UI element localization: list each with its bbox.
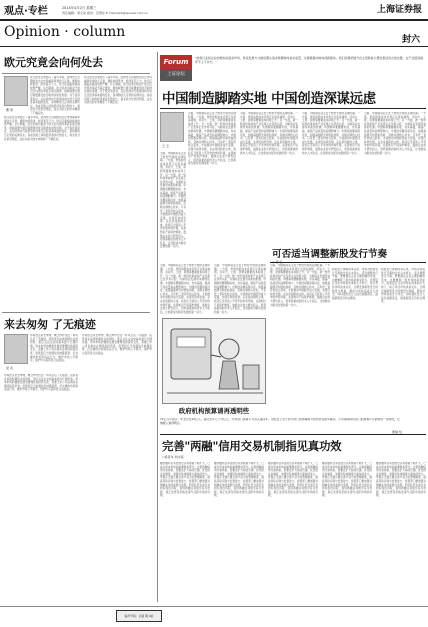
bottom-section-rule <box>160 434 426 435</box>
section-divider <box>2 312 150 313</box>
section-en: Opinion · column <box>4 24 126 40</box>
paper-name: 上海证券报 <box>376 5 422 15</box>
article-margin-col4: 融资融券业务自推出以来规模不断扩大，已成为资本市场的重要组成部分。完善两融信用交易机制，需要在扩大标的范围、优化保证金制度、加强风险控制等方面持续发力。券商应当建立健全客户适当性管理制度，提高风险识别与处置能力；监管部门要加强对两融业务的监测与监管，防范杠杆交易引发的系统性风险，促进两融业务规范有序发展，真正发挥其价格发现与活跃市场的功效。 <box>322 462 372 498</box>
masthead-rule-bottom <box>0 46 428 47</box>
cartoon-illustration <box>162 318 266 404</box>
author-photo <box>4 334 28 364</box>
author-photo <box>160 112 184 142</box>
article-margin-col5: 融资融券业务自推出以来规模不断扩大，已成为资本市场的重要组成部分。完善两融信用交易机制，需要在扩大标的范围、优化保证金制度、加强风险控制等方面持续发力。券商应当建立健全客户适当性管理制度，提高风险识别与处置能力；监管部门要加强对两融业务的监测与监管，防范杠杆交易引发的系统性风险，促进两融业务规范有序发展，真正发挥其价格发现与活跃市场的功效。 <box>376 462 426 498</box>
masthead-meta-1: 2014年4月2日 星期三 <box>62 6 97 10</box>
article-ipo-col2: 新股发行体制改革以来，市场对新股发行节奏的讨论从未停止。适当调整发行节奏，既要满足企业合理的融资需求，也要兼顾二级市场的承受能力。监管层应当在市场化改革的大方向下，综合考虑市场供求关系，合理安排新股发行的数量与规模，避免对市场造成过大冲击，同时强化发行人信息披露责任，提高新股定价的合理性。 <box>381 268 425 304</box>
article-euro <box>2 50 154 305</box>
title-rule <box>2 73 150 74</box>
article-ipo-author: ○ 徐 云 <box>272 260 283 264</box>
masthead-rule-top <box>0 19 428 21</box>
author-name: 吴 兆 <box>6 366 13 370</box>
article-laiqu <box>2 312 154 612</box>
footer-text: 编号号码：总第 期 1版 <box>124 614 154 618</box>
article-body-col2: 欧元诞生以来经历了诸多考验，欧洲央行近期的表态让市场重新审视欧元走势。通胀持续低迷、经济复苏乏力，欧元区面临的挑战依然严峻。从长期看，欧元的命运取决于欧元区内部改革能否真正推进，财政联盟与银行联盟建设能否取得实质性进展。对于投资者而言，关注欧洲央行政策动向与欧元区经济基本面的变化，是判断欧元走势的关键所在。各成员国之间的经济差异仍然较大，南北欧分化依旧明显，这也为欧元的未来增添了不确定性。 <box>84 76 152 105</box>
author-name: 王 玉 <box>162 144 169 148</box>
main-body-col4: 当前，中国制造业正处于转型升级的关键时期。一方面，传统的低成本优势正在逐步减弱，劳动力、土地、资源等要素成本持续上升；另一方面，新一轮科技革命和产业变革正在孕育兴起，为制造业发展带来新的机遇。中国制造要脚踏实地，夯实基础，提高产品质量和品牌影响力；中国创造要深谋远虑，加强基础研究和原始创新，突破关键核心技术。只有把二者有机结合起来，才能推动中国经济由大变强，实现可持续发展。企业是创新的主体，政府应当营造公平竞争的市场环境，完善知识产权保护制度，鼓励企业加大研发投入，培养高素质的技术人才队伍，让创新成为驱动发展的第一动力。 <box>364 112 426 155</box>
cartoon-caption: 72亿元小孩头一年支出近12亿元，超过去年七十多亿元，中央部门预算公开进入第四年，但社会上对于部分部门的预算细节依然存在诸多疑问，公众期待政府部门的预算公开能够进一步细化，让纳税人看得明白。 <box>160 418 400 425</box>
main-body-cont: 当前，中国制造业正处于转型升级的关键时期。一方面，传统的低成本优势正在逐步减弱，劳动力、土地、资源等要素成本持续上升；另一方面，新一轮科技革命和产业变革正在孕育兴起，为制造业发展带来新的机遇。中国制造要脚踏实地，夯实基础，提高产品质量和品牌影响力；中国创造要深谋远虑，加强基础研究和原始创新，突破关键核心技术。只有把二者有机结合起来，才能推动中国经济由大变强，实现可持续发展。企业是创新的主体，政府应当营造公平竞争的市场环境，完善知识产权保护制度，鼓励企业加大研发投入，培养高素质的技术人才队伍，让创新成为驱动发展的第一动力。 <box>270 264 330 307</box>
article-body-col2: 市场热点来去匆匆，概念炒作往往一阵风过后了无痕迹。投资者在追逐短期热点的同时，更应关注企业的基本面与长期价值。资本市场的健康发展需要理性的投资文化，需要上市公司以真实业绩回报投资者。监管层应当加强信息披露监管，打击操纵市场等违法行为，维护市场公平秩序，保护中小投资者合法权益。 <box>82 334 152 355</box>
masthead-meta-2: 责任编辑：周文彦 视觉：张慧东 E-mail:plzz@ssnews.com.cn <box>62 11 148 15</box>
footer-rule <box>0 606 428 607</box>
forum-lead-text: "检验行业和企业的根本标准是市场，转变发展方式就是要从追求规模转向追求质量，从要素驱动转向创新驱动。我们需要把提升自主创新能力摆在更加突出的位置，在产业链高端环节上下功夫。" <box>195 56 423 64</box>
author-name: 曹 形 <box>6 108 13 112</box>
article-ipo-title: 可否适当调整新股发行节奏 <box>272 249 388 260</box>
article-title: 来去匆匆 了无痕迹 <box>4 318 96 331</box>
title-rule <box>270 262 426 263</box>
headline-rule <box>160 108 426 109</box>
cartoon-side-text-2: 当前，中国制造业正处于转型升级的关键时期。一方面，传统的低成本优势正在逐步减弱，劳动力、土地、资源等要素成本持续上升；另一方面，新一轮科技革命和产业变革正在孕育兴起，为制造业发展带来新的机遇。中国制造要脚踏实地，夯实基础，提高产品质量和品牌影响力；中国创造要深谋远虑，加强基础研究和原始创新，突破关键核心技术。只有把二者有机结合起来，才能推动中国经济由大变强，实现可持续发展。企业是创新的主体，政府应当营造公平竞争的市场环境，完善知识产权保护制度，鼓励企业加大研发投入，培养高素质的技术人才队伍，让创新成为驱动发展的第一动力。 <box>214 264 266 314</box>
cartoon-drawing <box>163 319 266 404</box>
footer-box <box>116 610 162 622</box>
article-body-col1: 欧元诞生以来经历了诸多考验，欧洲央行近期的表态让市场重新审视欧元走势。通胀持续低迷、经济复苏乏力，欧元区面临的挑战依然严峻。从长期看，欧元的命运取决于欧元区内部改革能否真正推进，财政联盟与银行联盟建设能否取得实质性进展。对于投资者而言，关注欧洲央行政策动向与欧元区经济基本面的变化，是判断欧元走势的关键所在。各成员国之间的经济差异仍然较大，南北欧分化依旧明显，这也为欧元的未来增添了不确定性。 <box>30 76 80 115</box>
article-title: 欧元究竟会向何处去 <box>4 56 103 69</box>
column-separator <box>157 52 158 602</box>
main-article <box>160 112 426 262</box>
page-number: 封六 <box>401 35 420 45</box>
article-margin-title: 完善"两融"信用交易机制指见真功效 <box>162 439 342 453</box>
article-ipo-col1: 新股发行体制改革以来，市场对新股发行节奏的讨论从未停止。适当调整发行节奏，既要满足企业合理的融资需求，也要兼顾二级市场的承受能力。监管层应当在市场化改革的大方向下，综合考虑市场供求关系，合理安排新股发行的数量与规模，避免对市场造成过大冲击，同时强化发行人信息披露责任，提高新股定价的合理性。 <box>332 268 378 300</box>
forum-label: Forum <box>160 55 192 69</box>
cartoon-credit: 曹楠 绘 <box>392 430 402 434</box>
cartoon-title-bar <box>162 406 266 416</box>
masthead <box>0 0 428 56</box>
article-margin-author: ○杨晋华 刘水燕 <box>162 455 184 459</box>
main-body-col2: 当前，中国制造业正处于转型升级的关键时期。一方面，传统的低成本优势正在逐步减弱，劳动力、土地、资源等要素成本持续上升；另一方面，新一轮科技革命和产业变革正在孕育兴起，为制造业发展带来新的机遇。中国制造要脚踏实地，夯实基础，提高产品质量和品牌影响力；中国创造要深谋远虑，加强基础研究和原始创新，突破关键核心技术。只有把二者有机结合起来，才能推动中国经济由大变强，实现可持续发展。企业是创新的主体，政府应当营造公平竞争的市场环境，完善知识产权保护制度，鼓励企业加大研发投入，培养高素质的技术人才队伍，让创新成为驱动发展的第一动力。 <box>240 112 298 155</box>
author-photo <box>4 76 28 106</box>
main-body-col1b: 当前，中国制造业正处于转型升级的关键时期。一方面，传统的低成本优势正在逐步减弱，劳动力、土地、资源等要素成本持续上升；另一方面，新一轮科技革命和产业变革正在孕育兴起，为制造业发展带来新的机遇。中国制造要脚踏实地，夯实基础，提高产品质量和品牌影响力；中国创造要深谋远虑，加强基础研究和原始创新，突破关键核心技术。只有把二者有机结合起来，才能推动中国经济由大变强，实现可持续发展。企业是创新的主体，政府应当营造公平竞争的市场环境，完善知识产权保护制度，鼓励企业加大研发投入，培养高素质的技术人才队伍，让创新成为驱动发展的第一动力。 <box>160 152 186 249</box>
forum-sublabel: 上证论坛 <box>160 69 192 81</box>
article-body-col1-cont: 市场热点来去匆匆，概念炒作往往一阵风过后了无痕迹。投资者在追逐短期热点的同时，更应关注企业的基本面与长期价值。资本市场的健康发展需要理性的投资文化，需要上市公司以真实业绩回报投资者。监管层应当加强信息披露监管，打击操纵市场等违法行为，维护市场公平秩序，保护中小投资者合法权益。 <box>4 374 78 392</box>
article-margin-col1: 融资融券业务自推出以来规模不断扩大，已成为资本市场的重要组成部分。完善两融信用交易机制，需要在扩大标的范围、优化保证金制度、加强风险控制等方面持续发力。券商应当建立健全客户适当性管理制度，提高风险识别与处置能力；监管部门要加强对两融业务的监测与监管，防范杠杆交易引发的系统性风险，促进两融业务规范有序发展，真正发挥其价格发现与活跃市场的功效。 <box>160 462 210 498</box>
main-body-col3: 当前，中国制造业正处于转型升级的关键时期。一方面，传统的低成本优势正在逐步减弱，劳动力、土地、资源等要素成本持续上升；另一方面，新一轮科技革命和产业变革正在孕育兴起，为制造业发展带来新的机遇。中国制造要脚踏实地，夯实基础，提高产品质量和品牌影响力；中国创造要深谋远虑，加强基础研究和原始创新，突破关键核心技术。只有把二者有机结合起来，才能推动中国经济由大变强，实现可持续发展。企业是创新的主体，政府应当营造公平竞争的市场环境，完善知识产权保护制度，鼓励企业加大研发投入，培养高素质的技术人才队伍，让创新成为驱动发展的第一动力。 <box>302 112 360 155</box>
article-body-col1-cont: 欧元诞生以来经历了诸多考验，欧洲央行近期的表态让市场重新审视欧元走势。通胀持续低迷、经济复苏乏力，欧元区面临的挑战依然严峻。从长期看，欧元的命运取决于欧元区内部改革能否真正推进，财政联盟与银行联盟建设能否取得实质性进展。对于投资者而言，关注欧洲央行政策动向与欧元区经济基本面的变化，是判断欧元走势的关键所在。各成员国之间的经济差异仍然较大，南北欧分化依旧明显，这也为欧元的未来增添了不确定性。 <box>4 116 80 141</box>
article-margin-col3: 融资融券业务自推出以来规模不断扩大，已成为资本市场的重要组成部分。完善两融信用交易机制，需要在扩大标的范围、优化保证金制度、加强风险控制等方面持续发力。券商应当建立健全客户适当性管理制度，提高风险识别与处置能力；监管部门要加强对两融业务的监测与监管，防范杠杆交易引发的系统性风险，促进两融业务规范有序发展，真正发挥其价格发现与活跃市场的功效。 <box>268 462 318 498</box>
main-headline: 中国制造脚踏实地 中国创造深谋远虑 <box>162 92 376 107</box>
cartoon-side-text: 当前，中国制造业正处于转型升级的关键时期。一方面，传统的低成本优势正在逐步减弱，劳动力、土地、资源等要素成本持续上升；另一方面，新一轮科技革命和产业变革正在孕育兴起，为制造业发展带来新的机遇。中国制造要脚踏实地，夯实基础，提高产品质量和品牌影响力；中国创造要深谋远虑，加强基础研究和原始创新，突破关键核心技术。只有把二者有机结合起来，才能推动中国经济由大变强，实现可持续发展。企业是创新的主体，政府应当营造公平竞争的市场环境，完善知识产权保护制度，鼓励企业加大研发投入，培养高素质的技术人才队伍，让创新成为驱动发展的第一动力。 <box>160 264 210 314</box>
article-margin-col2: 融资融券业务自推出以来规模不断扩大，已成为资本市场的重要组成部分。完善两融信用交易机制，需要在扩大标的范围、优化保证金制度、加强风险控制等方面持续发力。券商应当建立健全客户适当性管理制度，提高风险识别与处置能力；监管部门要加强对两融业务的监测与监管，防范杠杆交易引发的系统性风险，促进两融业务规范有序发展，真正发挥其价格发现与活跃市场的功效。 <box>214 462 264 498</box>
forum-badge <box>160 55 192 83</box>
section-label: 观点·专栏 <box>4 6 48 17</box>
cartoon-title: 政府机构预算请再透明些 <box>178 407 250 415</box>
main-body-col1: 当前，中国制造业正处于转型升级的关键时期。一方面，传统的低成本优势正在逐步减弱，劳动力、土地、资源等要素成本持续上升；另一方面，新一轮科技革命和产业变革正在孕育兴起，为制造业发展带来新的机遇。中国制造要脚踏实地，夯实基础，提高产品质量和品牌影响力；中国创造要深谋远虑，加强基础研究和原始创新，突破关键核心技术。只有把二者有机结合起来，才能推动中国经济由大变强，实现可持续发展。企业是创新的主体，政府应当营造公平竞争的市场环境，完善知识产权保护制度，鼓励企业加大研发投入，培养高素质的技术人才队伍，让创新成为驱动发展的第一动力。 <box>188 112 236 166</box>
article-body-col1: 市场热点来去匆匆，概念炒作往往一阵风过后了无痕迹。投资者在追逐短期热点的同时，更应关注企业的基本面与长期价值。资本市场的健康发展需要理性的投资文化，需要上市公司以真实业绩回报投资者。监管层应当加强信息披露监管，打击操纵市场等违法行为，维护市场公平秩序，保护中小投资者合法权益。 <box>30 334 78 363</box>
